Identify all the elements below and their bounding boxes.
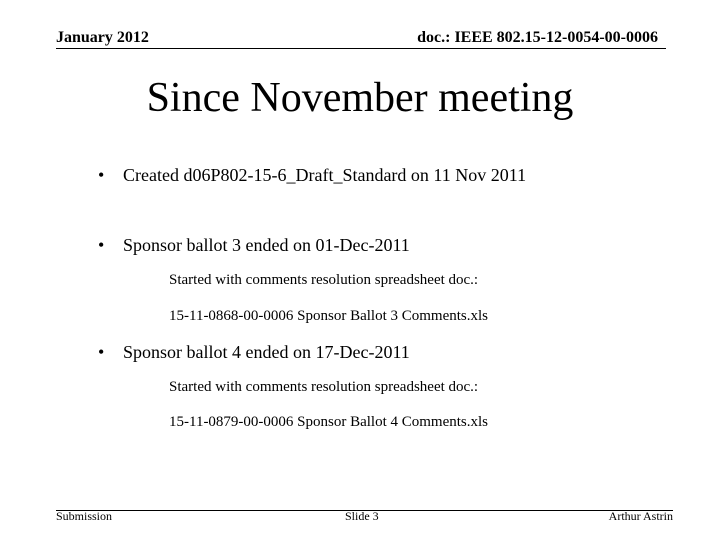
header-doc-id: doc.: IEEE 802.15-12-0054-00-0006 (417, 29, 658, 46)
header-date: January 2012 (56, 29, 149, 46)
bullet-text: Created d06P802-15-6_Draft_Standard on 11 Nov 2011 (123, 165, 527, 185)
bullet-marker: • (98, 235, 105, 255)
bullet-text: Sponsor ballot 3 ended on 01-Dec-2011 (123, 235, 410, 255)
sub-item: Started with comments resolution spreadsheet doc.: (169, 272, 479, 288)
sub-item: Started with comments resolution spreadsheet doc.: (169, 379, 479, 395)
footer-author: Arthur Astrin (608, 509, 673, 523)
bullet-item (98, 341, 410, 363)
sub-item: 15-11-0879-00-0006 Sponsor Ballot 4 Comments.xls (169, 414, 489, 430)
bullet-item (98, 164, 526, 186)
bullet-text: Sponsor ballot 4 ended on 17-Dec-2011 (123, 342, 410, 362)
slide-title: Since November meeting (146, 75, 574, 121)
footer-slide-number: Slide 3 (345, 509, 379, 523)
footer-submission: Submission (56, 509, 113, 523)
bullet-item (98, 234, 410, 256)
bullet-marker: • (98, 342, 105, 362)
bullet-marker: • (98, 165, 105, 185)
sub-item: 15-11-0868-00-0006 Sponsor Ballot 3 Comments.xls (169, 308, 489, 324)
header-divider (56, 48, 666, 49)
